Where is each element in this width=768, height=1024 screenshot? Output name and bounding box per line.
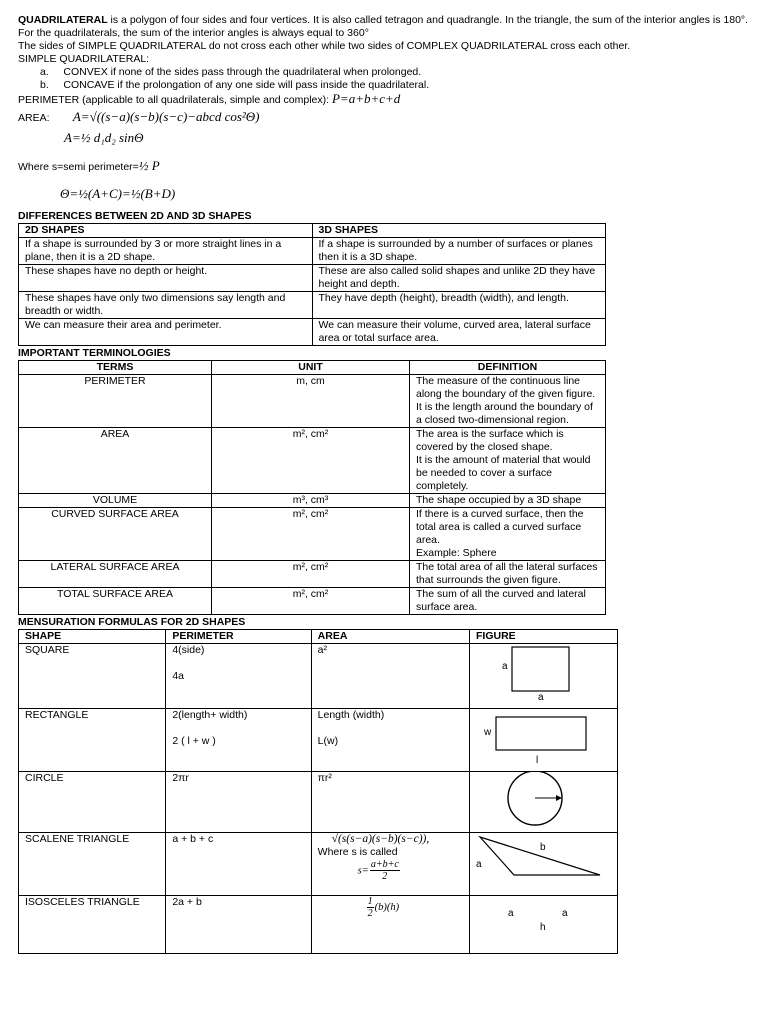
table-header-row xyxy=(19,361,606,375)
cell-3d: These are also called solid shapes and unlike 2D they have height and depth. xyxy=(312,265,606,292)
col-unit: UNIT xyxy=(212,361,410,375)
table-row xyxy=(19,494,606,508)
quad-text: is a polygon of four sides and four vertices. It is also called tetragon and quadrangle. In the triangle, the sum of the interior angles is 180°. For the quadrilaterals, the sum of the interior angles is always equal to 360° xyxy=(18,14,749,39)
fraction xyxy=(370,859,400,882)
table-row xyxy=(19,428,606,494)
theta-line xyxy=(18,187,758,209)
area-formula: L(w) xyxy=(317,735,339,747)
where-formula: ½ P xyxy=(138,158,160,173)
table-row xyxy=(19,588,606,615)
scalene-label-b: b xyxy=(540,842,546,853)
cell-2d: These shapes have no depth or height. xyxy=(19,265,313,292)
isosceles-figure xyxy=(476,896,606,940)
fraction-half: $\frac{1}{2}$ xyxy=(367,896,373,919)
area-formula-1: A=√((s−a)(s−b)(s−c)−abcd cos²Θ) xyxy=(72,109,260,124)
cell-3d: If a shape is surrounded by a number of surfaces or planes then it is a 3D shape. xyxy=(312,238,606,265)
unit-cell: m, cm xyxy=(212,375,410,428)
perimeter-formula: 2(length+ width) xyxy=(172,709,248,721)
definition-cell: The measure of the continuous line along the boundary of the given figure. It is the length around the boundary of a closed two-dimensional region. xyxy=(410,375,606,428)
unit-cell: m², cm² xyxy=(212,561,410,588)
area-cell xyxy=(311,896,469,954)
rectangle-figure xyxy=(476,709,606,767)
semi-perimeter-formula xyxy=(318,859,463,882)
figure-cell xyxy=(470,772,618,833)
simple-label: SIMPLE QUADRILATERAL: xyxy=(18,53,150,65)
square-label-a: a xyxy=(538,692,544,703)
table-row-circle xyxy=(19,772,618,833)
terms-heading: IMPORTANT TERMINOLOGIES xyxy=(18,347,171,359)
term-cell: LATERAL SURFACE AREA xyxy=(19,561,212,588)
perimeter-formula: P=a+b+c+d xyxy=(331,91,401,106)
cell-3d: We can measure their volume, curved area, lateral surface area or total surface area. xyxy=(312,319,606,346)
col-perimeter: PERIMETER xyxy=(166,630,311,644)
terms-table xyxy=(18,360,606,615)
isosceles-label-h: h xyxy=(540,922,546,933)
shape-cell: SQUARE xyxy=(19,644,166,709)
area-line-2 xyxy=(18,131,758,153)
table-row xyxy=(19,319,606,346)
quad-term: QUADRILATERAL xyxy=(18,14,108,26)
area-line-1 xyxy=(18,110,758,125)
col-terms: TERMS xyxy=(19,361,212,375)
perimeter-cell: 2πr xyxy=(166,772,311,833)
unit-cell: m², cm² xyxy=(212,508,410,561)
circle-figure xyxy=(476,772,606,828)
area-expression: (b)(h) xyxy=(374,901,400,913)
definition-cell: The area is the surface which is covered by the closed shape. It is the amount of material that would be needed to cover a surface completely. xyxy=(410,428,606,494)
perimeter-cell: a + b + c xyxy=(166,833,311,896)
figure-cell xyxy=(470,833,618,896)
document xyxy=(18,14,758,954)
list-text: CONCAVE if the prolongation of any one side will pass inside the quadrilateral. xyxy=(63,79,430,91)
term-cell: VOLUME xyxy=(19,494,212,508)
table-row-isosceles xyxy=(19,896,618,954)
area-formula: √(s(s−a)(s−b)(s−c)), xyxy=(331,833,430,845)
definition-cell: The shape occupied by a 3D shape xyxy=(410,494,606,508)
table-row xyxy=(19,292,606,319)
table-row-rectangle xyxy=(19,709,618,772)
table-row-scalene xyxy=(19,833,618,896)
col-shape: SHAPE xyxy=(19,630,166,644)
perimeter-label: PERIMETER (applicable to all quadrilaterals, simple and complex): xyxy=(18,94,330,106)
shape-cell: CIRCLE xyxy=(19,772,166,833)
where-text: Where s=semi perimeter= xyxy=(18,161,139,173)
s-equals: s= xyxy=(357,865,369,877)
table-row xyxy=(19,508,606,561)
fraction-denominator: 2 xyxy=(382,871,388,882)
term-cell: CURVED SURFACE AREA xyxy=(19,508,212,561)
mens-heading: MENSURATION FORMULAS FOR 2D SHAPES xyxy=(18,616,246,628)
figure-cell xyxy=(470,709,618,772)
col-definition: DEFINITION xyxy=(410,361,606,375)
theta-formula: Θ=½(A+C)=½(B+D) xyxy=(60,186,176,201)
scalene-figure xyxy=(476,833,611,891)
area-note: Where s is called xyxy=(317,846,398,858)
col-figure: FIGURE xyxy=(470,630,618,644)
perimeter-cell xyxy=(166,709,311,772)
perimeter-formula: 2 ( l + w ) xyxy=(172,735,216,747)
area-cell xyxy=(311,833,469,896)
area-cell: πr² xyxy=(311,772,469,833)
term-cell: TOTAL SURFACE AREA xyxy=(19,588,212,615)
perimeter-cell xyxy=(166,644,311,709)
where-line xyxy=(18,159,758,181)
perimeter-cell: 2a + b xyxy=(166,896,311,954)
intro-paragraph xyxy=(18,14,758,40)
definition-cell: If there is a curved surface, then the total area is called a curved surface area. Example: Sphere xyxy=(410,508,606,561)
isosceles-label-a: a xyxy=(562,908,568,919)
square-figure xyxy=(476,644,606,704)
list-marker: b. xyxy=(40,79,49,91)
area-cell xyxy=(311,709,469,772)
area-label: AREA: xyxy=(18,112,50,124)
table-header-row xyxy=(19,224,606,238)
definition-cell: The total area of all the lateral surfaces that surrounds the given figure. xyxy=(410,561,606,588)
shape-cell: RECTANGLE xyxy=(19,709,166,772)
area-formula: Length (width) xyxy=(317,709,385,721)
fraction-numerator: a+b+c xyxy=(370,859,399,870)
shape-cell: ISOSCELES TRIANGLE xyxy=(19,896,166,954)
cell-2d: These shapes have only two dimensions say length and breadth or width. xyxy=(19,292,313,319)
figure-cell xyxy=(470,896,618,954)
perimeter-formula: 4a xyxy=(172,670,185,682)
term-cell: PERIMETER xyxy=(19,375,212,428)
definition-cell: The sum of all the curved and lateral surface area. xyxy=(410,588,606,615)
area-formula-2: A=½ d₁d₂ sinΘ xyxy=(64,130,144,145)
col-2d: 2D SHAPES xyxy=(19,224,313,238)
figure-cell xyxy=(470,644,618,709)
sides-text: The sides of SIMPLE QUADRILATERAL do not cross each other while two sides of COMPLEX QUADRILATERAL cross each other. xyxy=(18,40,631,52)
col-area: AREA xyxy=(311,630,469,644)
unit-cell: m², cm² xyxy=(212,428,410,494)
table-row xyxy=(19,375,606,428)
diff-table xyxy=(18,223,606,346)
scalene-label-a: a xyxy=(476,859,482,870)
diff-heading: DIFFERENCES BETWEEN 2D AND 3D SHAPES xyxy=(18,210,252,222)
table-header-row xyxy=(19,630,618,644)
table-row xyxy=(19,561,606,588)
col-3d: 3D SHAPES xyxy=(312,224,606,238)
list-item-convex xyxy=(18,66,758,79)
area-cell: a² xyxy=(311,644,469,709)
table-row xyxy=(19,238,606,265)
perimeter-formula: 4(side) xyxy=(172,644,205,656)
area-formula xyxy=(318,896,463,919)
cell-3d: They have depth (height), breadth (width), and length. xyxy=(312,292,606,319)
square-label-a: a xyxy=(502,661,508,672)
isosceles-label-a: a xyxy=(508,908,514,919)
perimeter-line xyxy=(18,92,758,107)
rectangle-label-l: l xyxy=(536,755,539,766)
unit-cell: m², cm² xyxy=(212,588,410,615)
list-text: CONVEX if none of the sides pass through the quadrilateral when prolonged. xyxy=(63,66,422,78)
table-row xyxy=(19,265,606,292)
rectangle-label-w: w xyxy=(484,727,492,738)
cell-2d: If a shape is surrounded by 3 or more straight lines in a plane, then it is a 2D shape. xyxy=(19,238,313,265)
list-marker: a. xyxy=(40,66,49,78)
table-row-square xyxy=(19,644,618,709)
mensuration-table xyxy=(18,629,618,954)
term-cell: AREA xyxy=(19,428,212,494)
shape-cell: SCALENE TRIANGLE xyxy=(19,833,166,896)
cell-2d: We can measure their area and perimeter. xyxy=(19,319,313,346)
unit-cell: m³, cm³ xyxy=(212,494,410,508)
